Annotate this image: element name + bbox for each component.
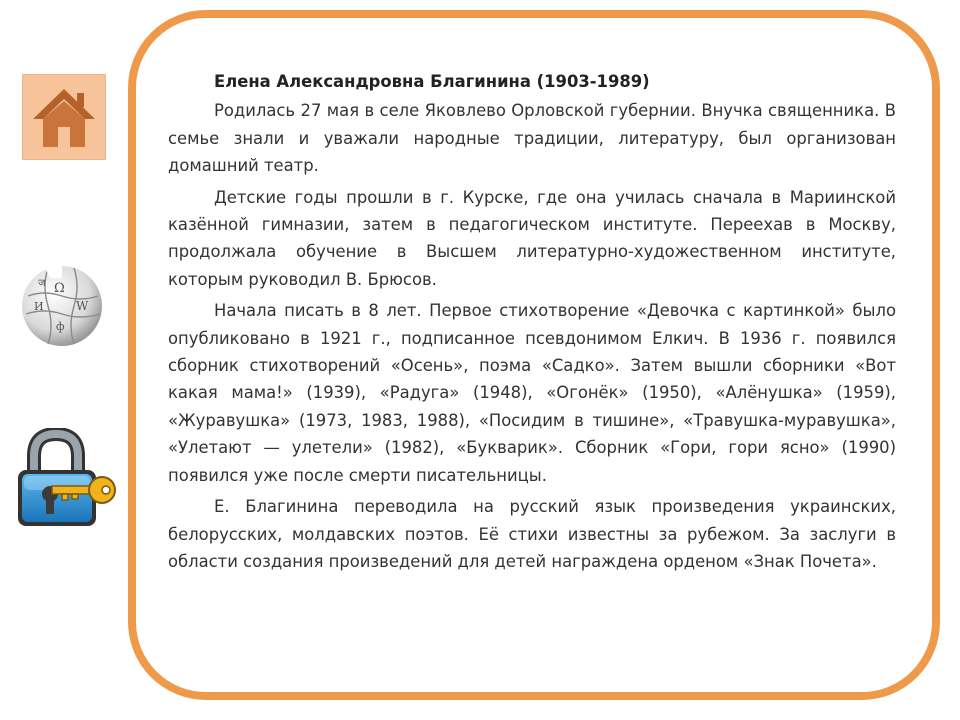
article-paragraph-4: Е. Благинина переводила на русский язык произведения украинских, белорусских, молдавских поэтов. Её стихи известны за рубежом. За заслуги в области создания произведений для детей награждена орденом «Знак Почета». — [168, 497, 896, 571]
article — [168, 68, 896, 579]
home-icon — [23, 75, 105, 159]
svg-text:W: W — [76, 299, 89, 313]
article-paragraph-3: Начала писать в 8 лет. Первое стихотворение «Девочка с картинкой» было опубликовано в 1921 г., подписанное псевдонимом Елкич. В 1936 г. появился сборник стихотворений «Осень», поэма «Садко». Затем вышли сборники «Вот какая мама!» (1939), «Радуга» (1948), «Огонёк» (1950), «Алёнушка» (1959), «Журавушка» (1973, 1983, 1988), «Посидим в тишине», «Травушка-муравушка», «Улетают — улетели» (1982), «Букварик». Сборник «Гори, гори ясно» (1990) появился уже после смерти писательницы. — [168, 301, 896, 485]
svg-text:И: И — [34, 300, 44, 313]
svg-text:ф: ф — [56, 320, 65, 333]
wikipedia-button[interactable] — [14, 256, 108, 350]
home-button[interactable] — [22, 74, 106, 160]
svg-text:ज: ज — [38, 278, 46, 289]
article-paragraph-1: Родилась 27 мая в селе Яковлево Орловской губернии. Внучка священника. В семье знали и уважали народные традиции, литературу, был организован домашний театр. — [168, 101, 896, 176]
article-paragraph-2: Детские годы прошли в г. Курске, где она училась сначала в Мариинской казённой гимназии, затем в педагогическом институте. Переехав в Москву, продолжала обучение в Высшем литературно-художественном институте, которым руководил В. Брюсов. — [168, 187, 896, 289]
svg-text:Ω: Ω — [54, 281, 65, 296]
wikipedia-globe-icon — [14, 256, 108, 350]
article-title: Елена Александровна Благинина (1903-1989) — [214, 72, 650, 91]
lock-key-icon — [14, 428, 118, 532]
lock-button[interactable] — [14, 428, 118, 532]
